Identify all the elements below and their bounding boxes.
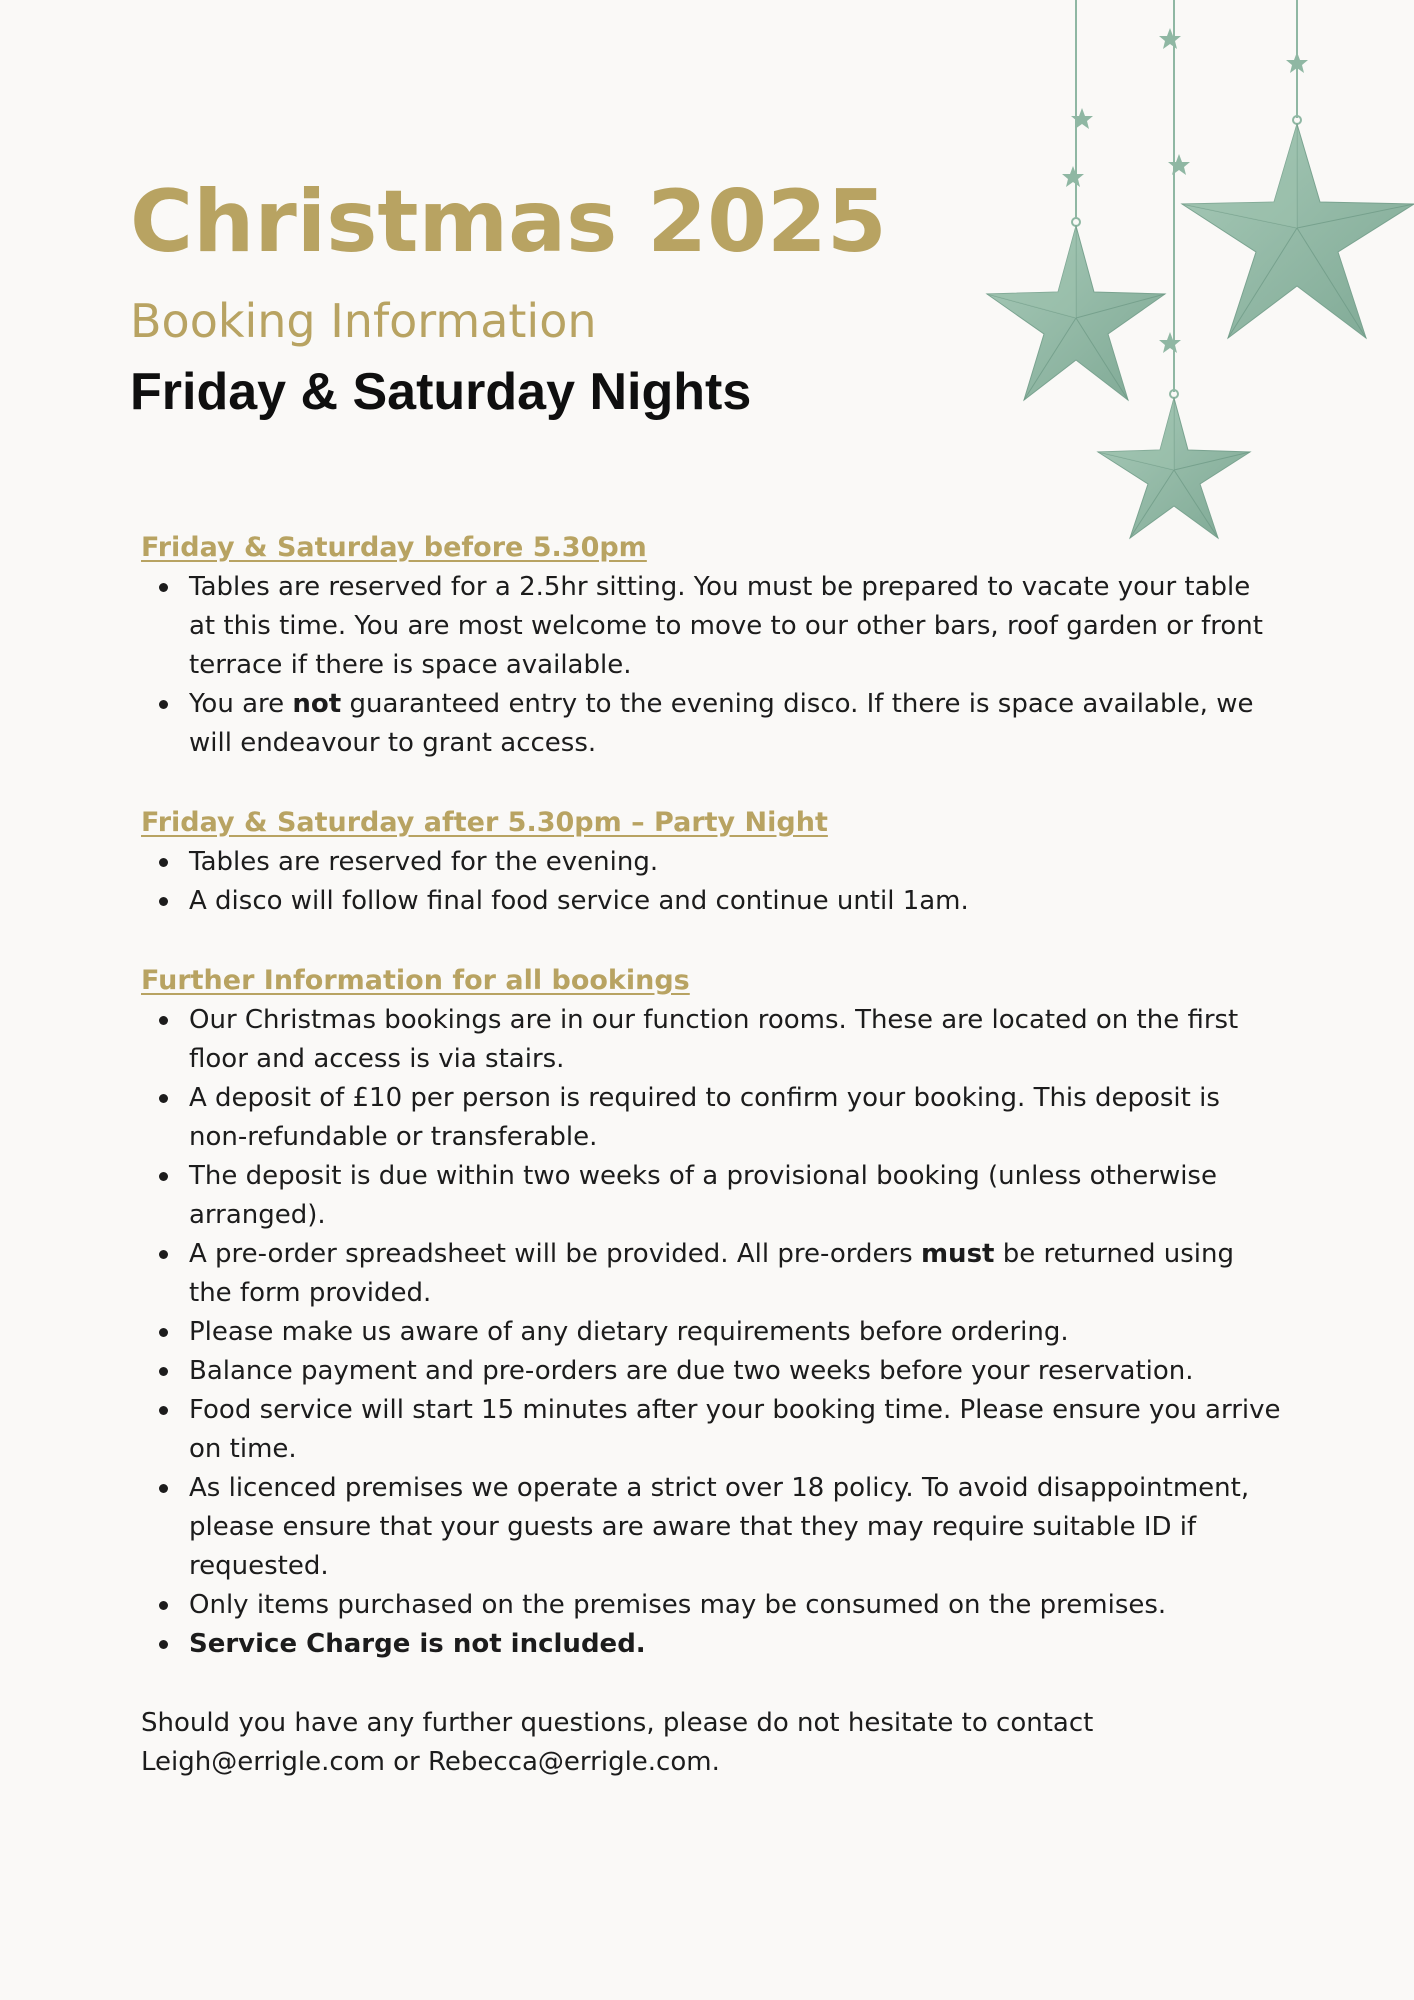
list-item xyxy=(189,1469,1291,1586)
bullet-icon xyxy=(159,700,168,709)
bullet-icon xyxy=(159,1640,168,1649)
list-item xyxy=(189,1352,1291,1391)
item-text: Tables are reserved for a 2.5hr sitting. You must be prepared to vacate your table at this time. You are most welcome to move to our other bars, roof garden or front terrace if there is space available. xyxy=(189,572,1263,680)
item-text: As licenced premises we operate a strict over 18 policy. To avoid disappointment, please ensure that your guests are aware that they may require suitable ID if requested. xyxy=(189,1473,1250,1581)
section-further-info xyxy=(141,961,1291,1664)
star-right xyxy=(1182,124,1414,338)
list-item xyxy=(189,1079,1291,1157)
section-list xyxy=(141,843,1291,921)
item-text: You are xyxy=(189,689,293,719)
hanging-stars-icon xyxy=(960,0,1414,560)
list-item xyxy=(189,685,1291,763)
bullet-icon xyxy=(159,1601,168,1610)
item-text: A disco will follow final food service and continue until 1am. xyxy=(189,886,969,916)
item-text: A deposit of £10 per person is required to confirm your booking. This deposit is non-refundable or transferable. xyxy=(189,1083,1220,1152)
list-item xyxy=(189,1157,1291,1235)
bullet-icon xyxy=(159,1484,168,1493)
emphasis-text: Service Charge is not included. xyxy=(189,1629,646,1659)
section-before-530 xyxy=(141,528,1291,763)
emphasis-text: must xyxy=(920,1239,995,1269)
list-item xyxy=(189,1001,1291,1079)
section-list xyxy=(141,568,1291,763)
page-subtitle: Booking Information xyxy=(130,294,597,348)
item-text: Balance payment and pre-orders are due two weeks before your reservation. xyxy=(189,1356,1194,1386)
item-text: The deposit is due within two weeks of a provisional booking (unless otherwise arranged). xyxy=(189,1161,1217,1230)
section-after-530 xyxy=(141,803,1291,921)
item-text: guaranteed entry to the evening disco. If there is space available, we will endeavour to grant access. xyxy=(189,689,1254,758)
bullet-icon xyxy=(159,1367,168,1376)
emphasis-text: not xyxy=(292,689,342,719)
nights-heading: Friday & Saturday Nights xyxy=(130,363,752,421)
item-text: Please make us aware of any dietary requirements before ordering. xyxy=(189,1317,1069,1347)
star-bottom xyxy=(1098,398,1250,538)
bullet-icon xyxy=(159,1172,168,1181)
section-heading: Friday & Saturday after 5.30pm – Party Night xyxy=(141,807,828,838)
item-text: Our Christmas bookings are in our function rooms. These are located on the first floor and access is via stairs. xyxy=(189,1005,1239,1074)
list-item xyxy=(189,1313,1291,1352)
list-item xyxy=(189,1391,1291,1469)
item-text: Only items purchased on the premises may be consumed on the premises. xyxy=(189,1590,1167,1620)
bullet-icon xyxy=(159,897,168,906)
star-left xyxy=(987,226,1165,400)
bullet-icon xyxy=(159,1328,168,1337)
list-item xyxy=(189,1235,1291,1313)
bullet-icon xyxy=(159,1406,168,1415)
list-item xyxy=(189,1586,1291,1625)
page-title: Christmas 2025 xyxy=(130,172,887,272)
bullet-icon xyxy=(159,858,168,867)
item-text: A pre-order spreadsheet will be provided. All pre-orders xyxy=(189,1239,921,1269)
item-text: Tables are reserved for the evening. xyxy=(189,847,659,877)
list-item xyxy=(189,843,1291,882)
section-heading: Further Information for all bookings xyxy=(141,965,690,996)
bullet-icon xyxy=(159,1094,168,1103)
section-heading: Friday & Saturday before 5.30pm xyxy=(141,532,647,563)
item-text: Food service will start 15 minutes after your booking time. Please ensure you arrive on time. xyxy=(189,1395,1281,1464)
list-item xyxy=(189,568,1291,685)
bullet-icon xyxy=(159,1016,168,1025)
section-list xyxy=(141,1001,1291,1664)
item-text: be returned using the form provided. xyxy=(189,1239,1235,1308)
contact-text: Should you have any further questions, please do not hesitate to contact Leigh@errigle.com or Rebecca@errigle.com. xyxy=(141,1708,1094,1777)
list-item xyxy=(189,882,1291,921)
list-item xyxy=(189,1625,1291,1664)
booking-content xyxy=(141,528,1291,1782)
bullet-icon xyxy=(159,1250,168,1259)
bullet-icon xyxy=(159,583,168,592)
